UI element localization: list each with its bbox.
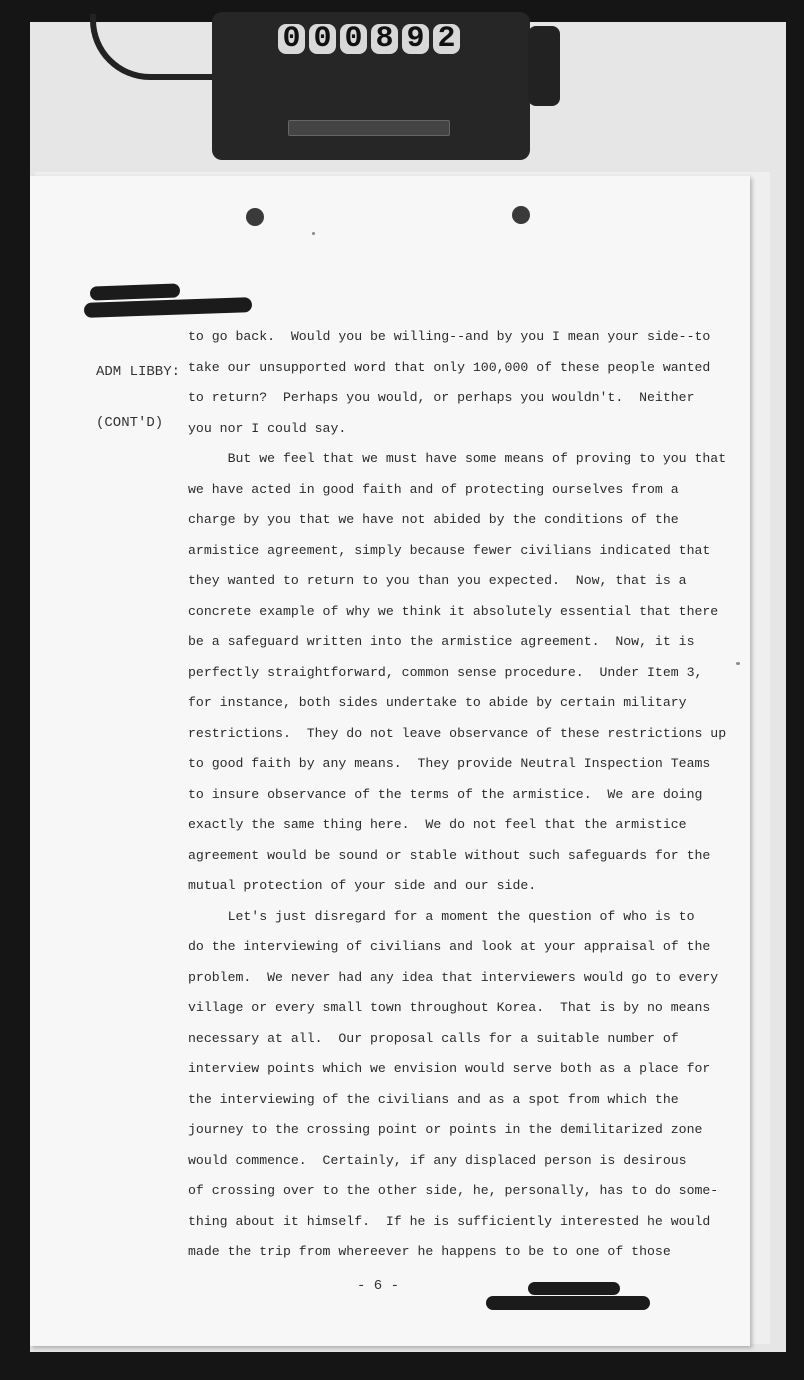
transcript-line: the interviewing of the civilians and as a spot from which the xyxy=(188,1091,679,1107)
transcript-line: do the interviewing of civilians and look at your appraisal of the xyxy=(188,939,711,954)
transcript-line: they wanted to return to you than you expected. Now, that is a xyxy=(188,573,687,588)
counter-slot xyxy=(288,120,450,136)
transcript-line: journey to the crossing point or points in the demilitarized zone xyxy=(188,1122,703,1137)
speaker-name: ADM LIBBY: xyxy=(96,364,181,380)
transcript-line: perfectly straightforward, common sense procedure. Under Item 3, xyxy=(188,664,703,680)
transcript-line: be a safeguard written into the armistice agreement. Now, it is xyxy=(188,634,695,649)
counter-digit: 0 xyxy=(278,24,305,54)
transcript-line: to go back. Would you be willing--and by you I mean your side--to xyxy=(188,329,711,344)
transcript-line: for instance, both sides undertake to abide by certain military xyxy=(188,695,687,710)
speaker-continued: (CONT'D) xyxy=(96,415,164,431)
transcript-line: you nor I could say. xyxy=(188,420,347,436)
counter-knob xyxy=(528,26,560,106)
counter-digit: 0 xyxy=(309,24,336,54)
transcript-line: take our unsupported word that only 100,000 of these people wanted xyxy=(188,359,711,375)
transcript-line: interview points which we envision would serve both as a place for xyxy=(188,1061,711,1076)
transcript-line: But we feel that we must have some means of proving to you that xyxy=(188,451,727,466)
transcript-line: charge by you that we have not abided by the conditions of the xyxy=(188,512,679,527)
counter-digit: 9 xyxy=(402,24,429,54)
dust-speck xyxy=(736,662,740,665)
transcript-line: Let's just disregard for a moment the question of who is to xyxy=(188,908,695,924)
transcript-line: to return? Perhaps you would, or perhaps you wouldn't. Neither xyxy=(188,390,695,405)
transcript-line: we have acted in good faith and of protecting ourselves from a xyxy=(188,481,679,497)
counter-digit: 0 xyxy=(340,24,367,54)
transcript-line: mutual protection of your side and our side. xyxy=(188,878,537,893)
transcript-line: of crossing over to the other side, he, personally, has to do some- xyxy=(188,1183,719,1198)
redaction-mark xyxy=(486,1296,650,1310)
transcript-line: village or every small town throughout Korea. That is by no means xyxy=(188,1000,711,1015)
transcript-line: restrictions. They do not leave observance of these restrictions up xyxy=(188,725,727,741)
transcript-line: to insure observance of the terms of the armistice. We are doing xyxy=(188,786,703,802)
transcript-line: agreement would be sound or stable without such safeguards for the xyxy=(188,847,711,863)
redaction-mark xyxy=(528,1282,620,1295)
transcript-line: thing about it himself. If he is sufficiently interested he would xyxy=(188,1213,711,1229)
transcript-line: to good faith by any means. They provide Neutral Inspection Teams xyxy=(188,756,711,771)
speaker-label xyxy=(96,330,180,466)
page-number: - 6 - xyxy=(357,1278,400,1294)
transcript-line: concrete example of why we think it absolutely essential that there xyxy=(188,603,719,619)
transcript-line: problem. We never had any idea that interviewers would go to every xyxy=(188,969,719,985)
transcript-body xyxy=(188,322,748,1268)
transcript-line: necessary at all. Our proposal calls for a suitable number of xyxy=(188,1030,679,1046)
punch-hole xyxy=(512,206,530,224)
dust-speck xyxy=(312,232,315,235)
transcript-line: armistice agreement, simply because fewer civilians indicated that xyxy=(188,542,711,558)
counter-digit: 2 xyxy=(433,24,460,54)
transcript-line: would commence. Certainly, if any displaced person is desirous xyxy=(188,1152,687,1168)
transcript-line: made the trip from whereever he happens to be to one of those xyxy=(188,1244,671,1259)
counter-digit: 8 xyxy=(371,24,398,54)
punch-hole xyxy=(246,208,264,226)
frame-counter xyxy=(278,24,460,54)
transcript-line: exactly the same thing here. We do not feel that the armistice xyxy=(188,817,687,832)
